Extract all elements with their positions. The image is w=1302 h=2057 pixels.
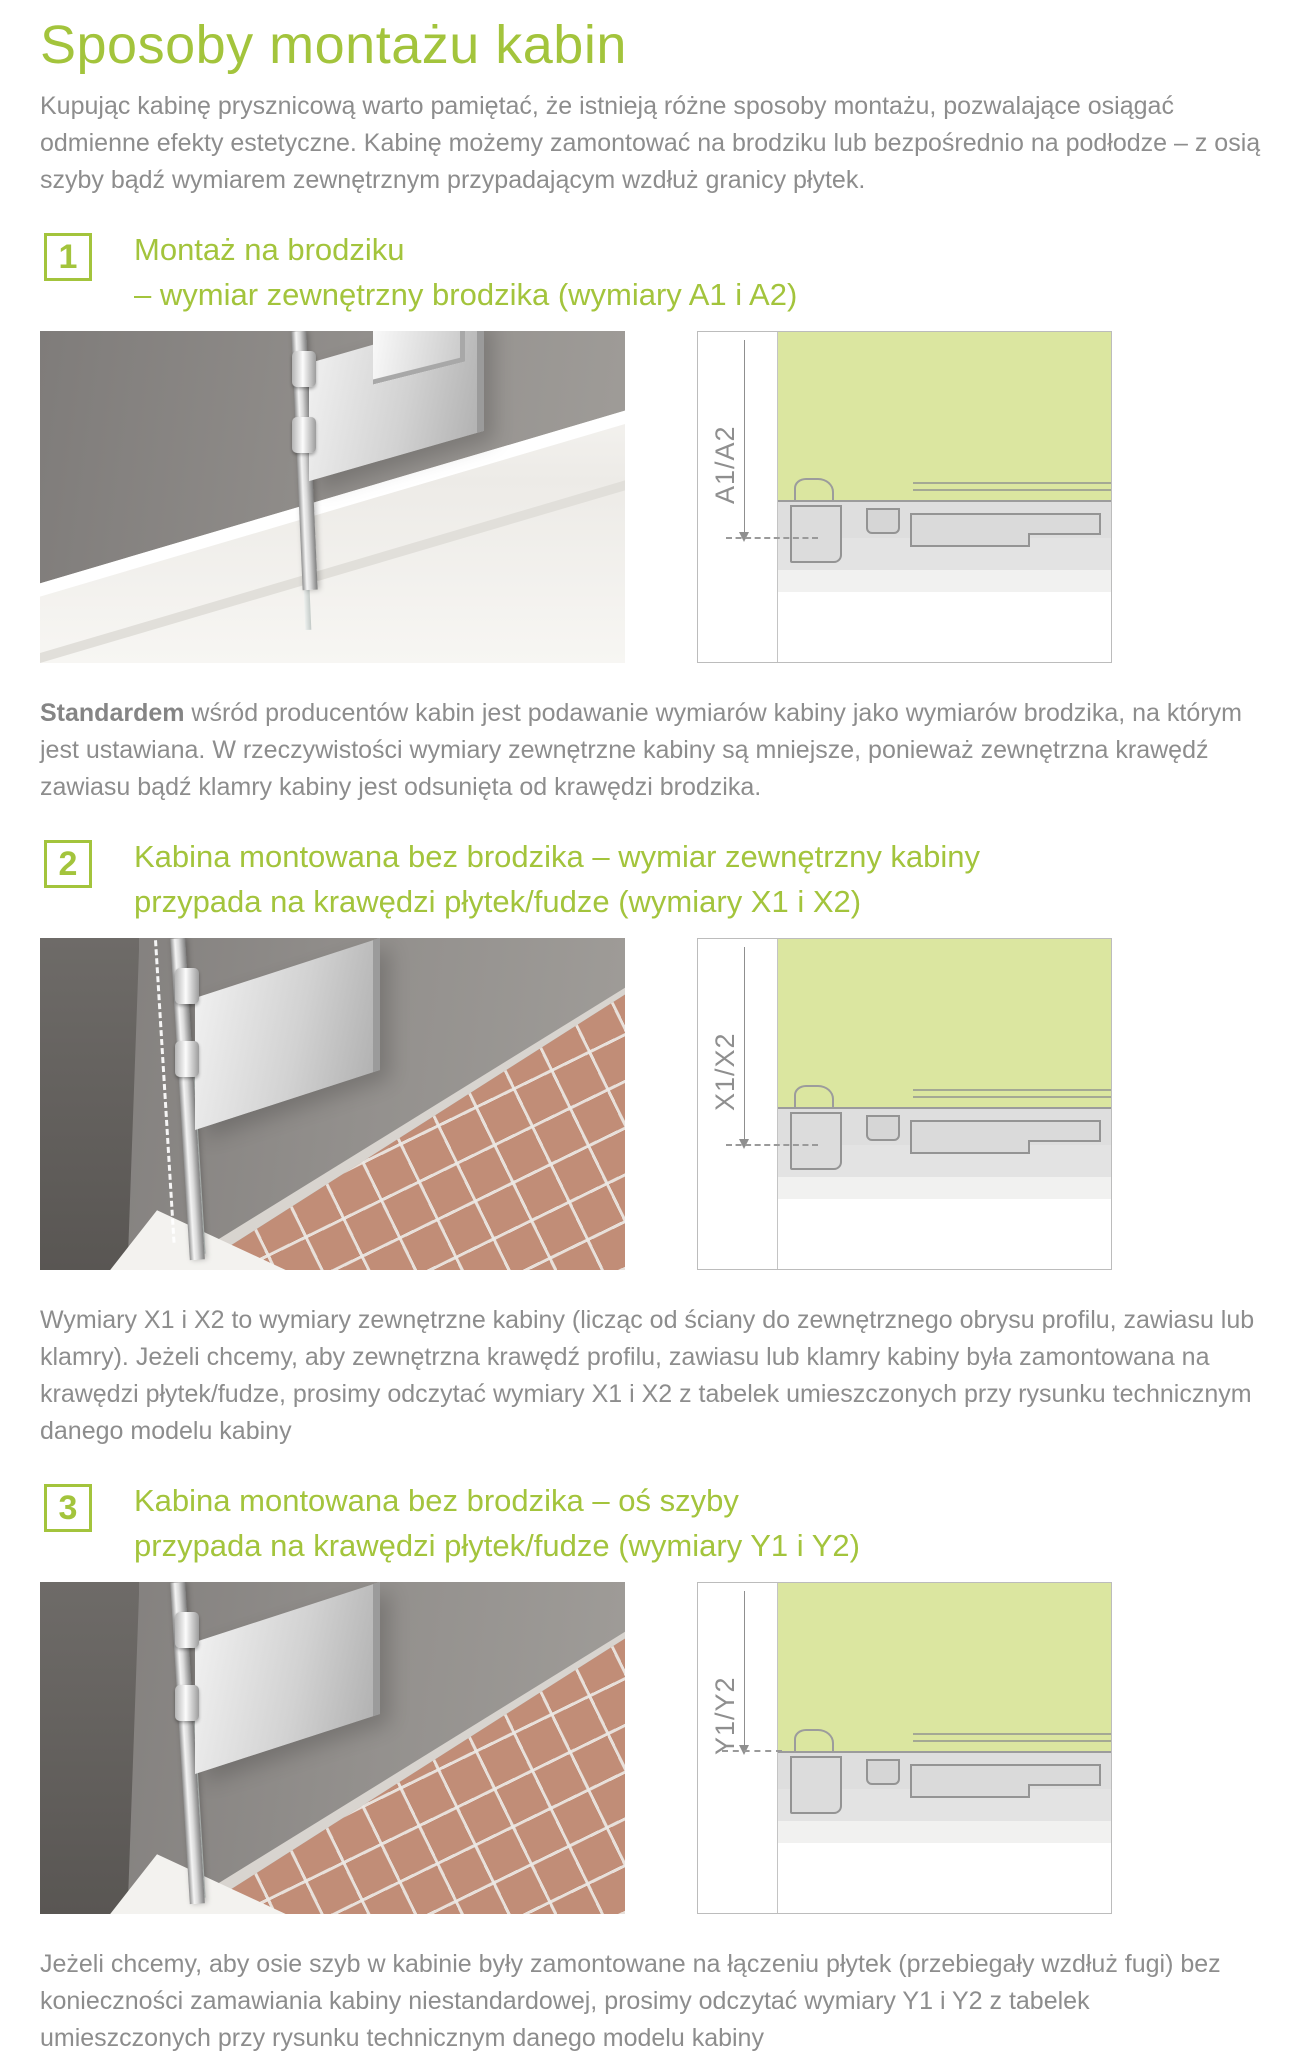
hinge-knuckle bbox=[175, 1612, 199, 1648]
section-number-badge: 2 bbox=[44, 840, 92, 888]
seal-line bbox=[913, 1096, 1111, 1098]
section-number-badge: 1 bbox=[44, 233, 92, 281]
section-1 bbox=[40, 227, 1262, 806]
diagram-dimension-label: X1/X2 bbox=[710, 1032, 740, 1111]
section-heading-line2: – wymiar zewnętrzny brodzika (wymiary A1 i A2) bbox=[134, 277, 798, 312]
dimension-arrow bbox=[744, 340, 745, 534]
glass-panel-section bbox=[778, 939, 1111, 1107]
tray-rim-step bbox=[910, 1784, 1030, 1798]
section-3-header bbox=[44, 1478, 1262, 1568]
dimension-extension-dash bbox=[726, 537, 818, 539]
dimension-arrow bbox=[744, 947, 745, 1141]
tray-shadow bbox=[778, 570, 1111, 592]
photo-hinge-on-tiled-floor bbox=[40, 1582, 625, 1914]
seal-line bbox=[913, 489, 1111, 491]
profile-foot bbox=[790, 505, 842, 563]
wall-profile-top bbox=[794, 1085, 834, 1109]
profile-notch bbox=[866, 1115, 900, 1141]
seal-line bbox=[913, 482, 1111, 484]
seal-line bbox=[913, 1089, 1111, 1091]
glass-panel-section bbox=[778, 332, 1111, 500]
section-3 bbox=[40, 1478, 1262, 2057]
page-title: Sposoby montażu kabin bbox=[40, 15, 627, 75]
tray-shadow bbox=[778, 1177, 1111, 1199]
profile-notch bbox=[866, 1759, 900, 1785]
photo-hinge-on-tiled-floor-dashed-axis bbox=[40, 938, 625, 1270]
hinge-knuckle bbox=[175, 1041, 199, 1077]
section-heading-line1: Montaż na brodziku bbox=[134, 232, 405, 267]
section-heading-line2: przypada na krawędzi płytek/fudze (wymiary X1 i X2) bbox=[134, 884, 862, 919]
tray-rim-section bbox=[910, 1120, 1101, 1142]
hinge-knuckle bbox=[175, 968, 199, 1004]
intro-paragraph: Kupując kabinę prysznicową warto pamiętać, że istnieją różne sposoby montażu, pozwalające osiągać odmienne efekty estetyczne. Kabinę możemy zamontować na brodziku lub bezpośrednio na podłodze – z osią szyby bądź wymiarem zewnętrznym przypadającym wzdłuż granicy płytek. bbox=[40, 92, 1261, 194]
tray-rim-step bbox=[910, 533, 1030, 547]
note-paragraph-3: Jeżeli chcemy, aby osie szyb w kabinie były zamontowane na łączeniu płytek (przebiegały wzdłuż fugi) bez konieczności zamawiania kabiny niestandardowej, prosimy odczytać wymiary Y1 i Y2 z tabelek umieszczonych przy rysunku technicznym danego modelu kabiny bbox=[40, 1950, 1221, 2052]
diagram-dimension-label: Y1/Y2 bbox=[710, 1676, 740, 1755]
photo-hinge-on-shower-tray bbox=[40, 331, 625, 663]
section-heading-line1: Kabina montowana bez brodzika – wymiar zewnętrzny kabiny bbox=[134, 839, 981, 874]
diagram-x1-x2 bbox=[697, 938, 1112, 1270]
tray-rim-section bbox=[910, 513, 1101, 535]
side-wall bbox=[40, 1582, 139, 1914]
dimension-extension-dash bbox=[726, 1144, 818, 1146]
section-2-header bbox=[44, 834, 1262, 924]
tray-shadow bbox=[778, 1821, 1111, 1843]
tray-rim-section bbox=[910, 1764, 1101, 1786]
hinge-knuckle bbox=[175, 1685, 199, 1721]
seal-line bbox=[913, 1740, 1111, 1742]
side-wall bbox=[40, 938, 139, 1270]
hinge-plate bbox=[195, 938, 380, 1130]
note-paragraph-1 bbox=[40, 695, 1262, 806]
hinge-knuckle bbox=[292, 351, 316, 387]
wall-profile-top bbox=[794, 1729, 834, 1753]
note-paragraph-2: Wymiary X1 i X2 to wymiary zewnętrzne kabiny (licząc od ściany do zewnętrznego obrysu profilu, zawiasu lub klamry). Jeżeli chcemy, aby zewnętrzna krawędź profilu, zawiasu lub klamry kabiny była zamontowana na krawędzi płytek/fudze, prosimy odczytać wymiary X1 i X2 z tabelek umieszczonych przy rysunku technicznym danego modelu kabiny bbox=[40, 1306, 1255, 1445]
diagram-dimension-label: A1/A2 bbox=[710, 425, 740, 504]
section-number-badge: 3 bbox=[44, 1484, 92, 1532]
hinge-knuckle bbox=[292, 417, 316, 453]
hinge-plate bbox=[195, 1582, 380, 1774]
seal-line bbox=[913, 1733, 1111, 1735]
profile-notch bbox=[866, 508, 900, 534]
profile-foot bbox=[790, 1756, 842, 1814]
section-heading-line1: Kabina montowana bez brodzika – oś szyby bbox=[134, 1483, 739, 1518]
section-2 bbox=[40, 834, 1262, 1450]
tray-rim-step bbox=[910, 1140, 1030, 1154]
diagram-y1-y2 bbox=[697, 1582, 1112, 1914]
diagram-a1-a2 bbox=[697, 331, 1112, 663]
section-heading-line2: przypada na krawędzi płytek/fudze (wymiary Y1 i Y2) bbox=[134, 1528, 860, 1563]
profile-foot bbox=[790, 1112, 842, 1170]
dimension-arrow bbox=[744, 1591, 745, 1747]
section-1-header bbox=[44, 227, 1262, 317]
note-text: wśród producentów kabin jest podawanie wymiarów kabiny jako wymiarów brodzika, na którym jest ustawiana. W rzeczywistości wymiary zewnętrzne kabiny są mniejsze, ponieważ zewnętrzna krawędź zawiasu bądź klamry kabiny jest odsunięta od krawędzi brodzika. bbox=[40, 699, 1242, 801]
wall-profile-top bbox=[794, 478, 834, 502]
note-lead-word: Standardem bbox=[40, 699, 185, 727]
glass-panel-section bbox=[778, 1583, 1111, 1751]
